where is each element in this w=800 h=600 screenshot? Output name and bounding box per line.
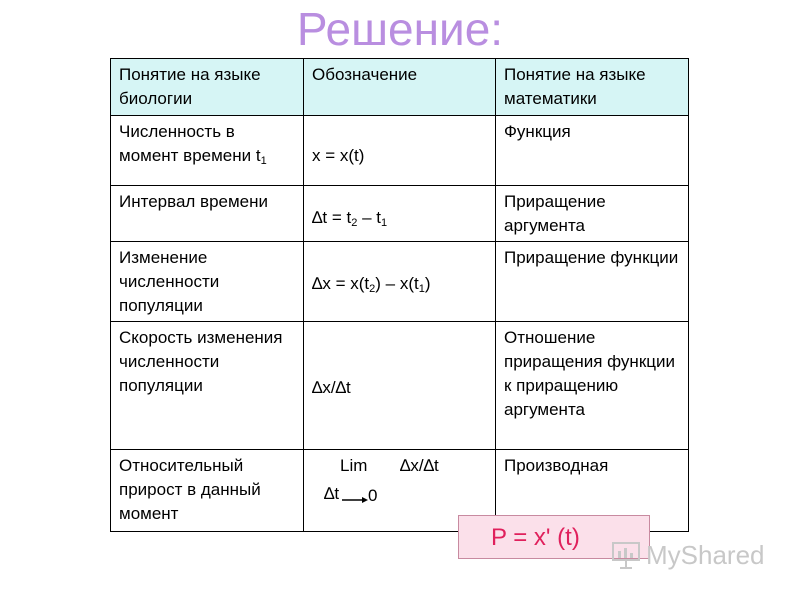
- formula-box: P = x' (t): [458, 515, 650, 559]
- arrow-right-icon: [342, 494, 368, 504]
- table-row: [111, 186, 689, 242]
- notation-cell: $\Delta x = x(t_2) - x(t_1)$: [304, 242, 496, 322]
- presentation-board-icon: [610, 539, 642, 571]
- watermark-text: MyShared: [646, 539, 765, 570]
- biology-cell: Скорость изменения численности популяции: [111, 322, 304, 450]
- math-cell: Приращение функции: [496, 242, 689, 322]
- watermark: [610, 538, 765, 572]
- notation-cell: ∆x/∆t: [304, 322, 496, 450]
- biology-cell: Численность в момент времени $t_1$: [111, 116, 304, 186]
- header-cell-math: Понятие на языке математики: [496, 59, 689, 116]
- math-cell: Приращение аргумента: [496, 186, 689, 242]
- header-cell-biology: Понятие на языке биологии: [111, 59, 304, 116]
- slide-title: Решение:: [296, 3, 504, 55]
- math-cell: Производная: [496, 450, 689, 532]
- header-cell-notation: Обозначение: [304, 59, 496, 116]
- concept-table: [110, 58, 689, 532]
- table-header-row: [111, 59, 689, 116]
- biology-cell: Относительный прирост в данный момент: [111, 450, 304, 532]
- math-cell: Отношение приращения функции к приращению аргумента: [496, 322, 689, 450]
- notation-cell: $\Delta t = t_2 - t_1$: [304, 186, 496, 242]
- lim-label: Lim: [340, 456, 368, 475]
- table-row: [111, 116, 689, 186]
- table-row: [111, 242, 689, 322]
- lim-zero: 0: [368, 486, 378, 505]
- lim-variable: ∆t: [324, 484, 340, 503]
- notation-cell: x = x(t): [304, 116, 496, 186]
- table-row: [111, 322, 689, 450]
- lim-fraction: ∆x/∆t: [400, 456, 439, 475]
- math-cell: Функция: [496, 116, 689, 186]
- biology-cell: Интервал времени: [111, 186, 304, 242]
- biology-cell: Изменение численности популяции: [111, 242, 304, 322]
